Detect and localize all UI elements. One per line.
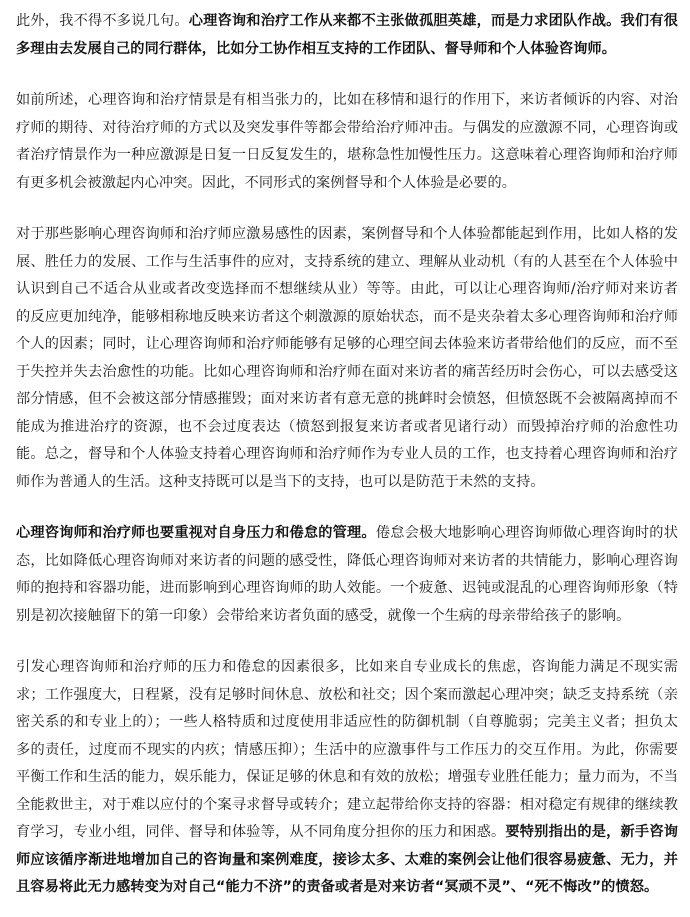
paragraph-text: 对于那些影响心理咨询师和治疗师应激易感性的因素，案例督导和个人体验都能起到作用，比如人格的发展、胜任力的发展、工作与生活事件的应对，支持系统的建立、理解从业动机（有的人甚至在个人体验中认识到自己不适合从业或者改变选择而不想继续从业）等等。由此，可以让心理咨询师/治疗师对来访者的反应更加纯净，能够相称地反映来访者这个刺激源的原始状态，而不是夹杂着太多心理咨询师和治疗师个人的因素；同时，让心理咨询师和治疗师能够有足够的心理空间去体验来访者带给他们的反应，而不至于失控并失去治愈性的功能。比如心理咨询师和治疗师在面对来访者的痛苦经历时会伤心，可以去感受这部分情感，但不会被这部分情感摧毁；面对来访者有意无意的挑衅时会愤怒，但愤怒既不会被隔离掉而不能成为推进治疗的资源，也不会过度表达（愤怒到报复来访者或者见诸行动）而毁掉治疗师的治愈性功能。总之，督导和个人体验支持着心理咨询师和治疗师作为专业人员的工作，也支持着心理咨询师和治疗师作为普通人的生活。这种支持既可以是当下的支持，也可以是防范于未然的支持。 <box>16 226 678 490</box>
paragraph-text: 如前所述，心理咨询和治疗情景是有相当张力的，比如在移情和退行的作用下，来访者倾诉的内容、对治疗师的期待、对待治疗师的方式以及突发事件等都会带给治疗师冲击。与偶发的应激源不同，心理咨询或者治疗情景作为一种应激源是日复一日反复发生的，堪称急性加慢性压力。这意味着心理咨询师和治疗师有更多机会被激起内心冲突。因此，不同形式的案例督导和个人体验是必要的。 <box>16 92 678 191</box>
paragraph-supervision-effects <box>16 221 678 496</box>
paragraph-text: 倦怠会极大地影响心理咨询师做心理咨询时的状态，比如降低心理咨询师对来访者的问题的感受性，降低心理咨询师对来访者的共情能力，影响心理咨询师的抱持和容器功能，进而影响到心理咨询师的助人效能。一个疲惫、迟钝或混乱的心理咨询师形象（特别是初次接触留下的第一印象）会带给来访者负面的感受，就像一个生病的母亲带给孩子的影响。 <box>16 525 678 624</box>
paragraph-burnout-management <box>16 520 678 630</box>
paragraph-bold-text: 心理咨询和治疗工作从来都不主张做孤胆英雄，而是力求团队作战。我们有很多理由去发展自己的同行群体，比如分工协作相互支持的工作团队、督导师和个人体验咨询师。 <box>16 13 679 57</box>
paragraph-team-support <box>16 8 678 63</box>
paragraph-text: 此外，我不得不多说几句。 <box>16 13 189 29</box>
paragraph-text: 引发心理咨询师和治疗师的压力和倦怠的因素很多，比如来自专业成长的焦虑，咨询能力满足不现实需求；工作强度大，日程紧，没有足够时间休息、放松和社交；因个案而激起心理冲突；缺乏支持系统（亲密关系的和专业上的）；一些人格特质和过度使用非适应性的防御机制（自尊脆弱；完美主义者；担负太多的责任，过度而不现实的内疚；情感压抑）；生活中的应激事件与工作压力的交互作用。为此，你需要平衡工作和生活的能力，娱乐能力，保证足够的休息和有效的放松；增强专业胜任能力；量力而为，不当全能救世主，对于难以应付的个案寻求督导或转介；建立起带给你支持的容器：相对稳定有规律的继续教育学习，专业小组，同伴、督导和体验等，从不同角度分担你的压力和困惑。 <box>16 659 678 840</box>
paragraph-bold-text: 要特别指出的是，新手咨询师应该循序渐进地增加自己的咨询量和案例难度，接诊太多、太难的案例会让他们很容易疲惫、无力，并且容易将此无力感转变为对自己“能力不济”的责备或者是对来访者“冥顽不灵”、“死不悔改”的愤怒。 <box>16 824 679 895</box>
paragraph-bold-text: 心理咨询师和治疗师也要重视对自身压力和倦怠的管理。 <box>16 525 376 541</box>
paragraph-therapy-tension <box>16 87 678 197</box>
paragraph-burnout-factors <box>16 654 678 902</box>
